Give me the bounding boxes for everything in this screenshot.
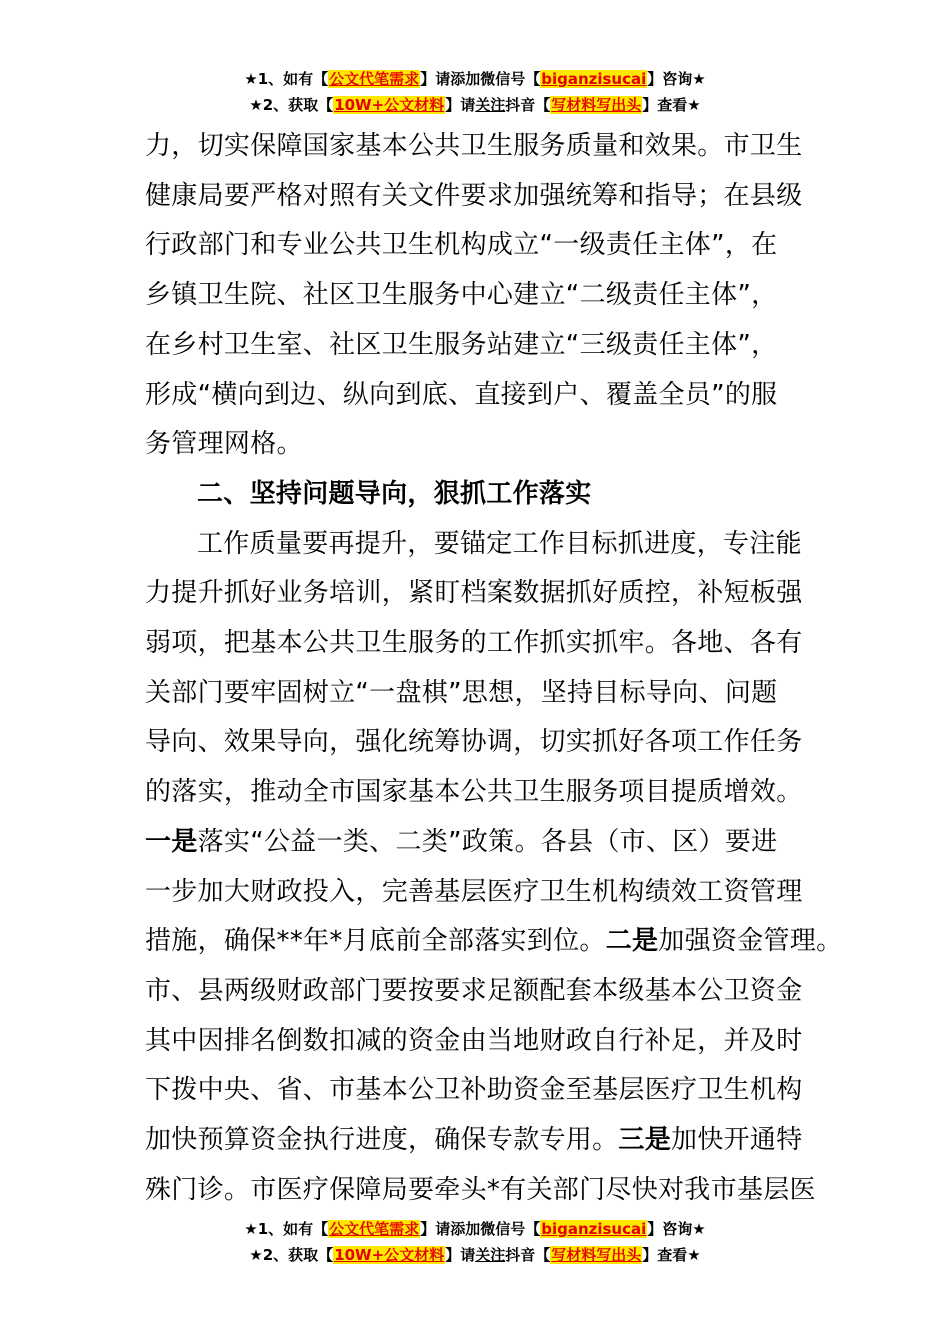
banner-line-1: ★1、如有【公文代笔需求】请添加微信号【biganzisucai】咨询★ [244,1220,706,1238]
point-three-label: 三是 [618,1125,672,1156]
banner-highlight-wechat[interactable]: biganzisucai [541,1220,647,1238]
body-line: 在乡村卫生室、社区卫生服务站建立“三级责任主体”， [145,329,778,360]
banner-line-2: ★2、获取【10W+公文材料】请关注抖音【写材料写出头】查看★ [249,1246,701,1264]
section-heading: 二、坚持问题导向，狠抓工作落实 [197,478,592,509]
point-two-label: 二是 [605,926,659,957]
body-line: 力提升抓好业务培训，紧盯档案数据抓好质控，补短板强 [145,578,803,609]
banner-highlight-writing[interactable]: 公文代笔需求 [329,1220,420,1238]
body-line: 工作质量要再提升，要锚定工作目标抓进度，专注能 [197,528,802,559]
body-line: 健康局要严格对照有关文件要求加强统筹和指导；在县级 [145,180,803,211]
banner-highlight-materials[interactable]: 10W+公文材料 [334,96,445,114]
body-line: 一步加大财政投入，完善基层医疗卫生机构绩效工资管理 [145,876,803,907]
body-line: 行政部门和专业公共卫生机构成立“一级责任主体”，在 [145,230,778,261]
body-line: 形成“横向到边、纵向到底、直接到户、覆盖全员”的服 [145,379,778,410]
body-line: 的落实，推动全市国家基本公共卫生服务项目提质增效。 [145,777,803,808]
body-line: 关部门要牢固树立“一盘棋”思想，坚持目标导向、问题 [145,677,778,708]
body-line: 加快预算资金执行进度，确保专款专用。三是加快开通特 [145,1125,803,1156]
top-banner [0,66,950,118]
body-line: 殊门诊。市医疗保障局要牵头*有关部门尽快对我市基层医 [145,1174,816,1205]
body-line: 下拨中央、省、市基本公卫补助资金至基层医疗卫生机构 [145,1075,803,1106]
banner-highlight-douyin[interactable]: 写材料写出头 [551,1246,642,1264]
banner-line-2: ★2、获取【10W+公文材料】请关注抖音【写材料写出头】查看★ [249,96,701,114]
body-line: 其中因排名倒数扣减的资金由当地财政自行补足，并及时 [145,1025,803,1056]
banner-highlight-wechat[interactable]: biganzisucai [541,70,647,88]
body-line: 乡镇卫生院、社区卫生服务中心建立“二级责任主体”， [145,280,778,311]
document-body [145,122,843,1215]
banner-highlight-materials[interactable]: 10W+公文材料 [334,1246,445,1264]
point-one-label: 一是 [145,826,198,857]
banner-line-1: ★1、如有【公文代笔需求】请添加微信号【biganzisucai】咨询★ [244,70,706,88]
body-line: 市、县两级财政部门要按要求足额配套本级基本公卫资金 [145,975,803,1006]
body-line: 务管理网格。 [145,429,303,460]
body-line: 导向、效果导向，强化统筹协调，切实抓好各项工作任务 [145,727,803,758]
banner-highlight-writing[interactable]: 公文代笔需求 [329,70,420,88]
bottom-banner [0,1216,950,1268]
body-line: 力，切实保障国家基本公共卫生服务质量和效果。市卫生 [145,131,803,161]
banner-highlight-douyin[interactable]: 写材料写出头 [551,96,642,114]
body-line: 措施，确保**年*月底前全部落实到位。二是加强资金管理。 [145,926,843,957]
body-line: 弱项，把基本公共卫生服务的工作抓实抓牢。各地、各有 [145,628,803,659]
body-line: 一是落实“公益一类、二类”政策。各县（市、区）要进 [145,826,778,857]
